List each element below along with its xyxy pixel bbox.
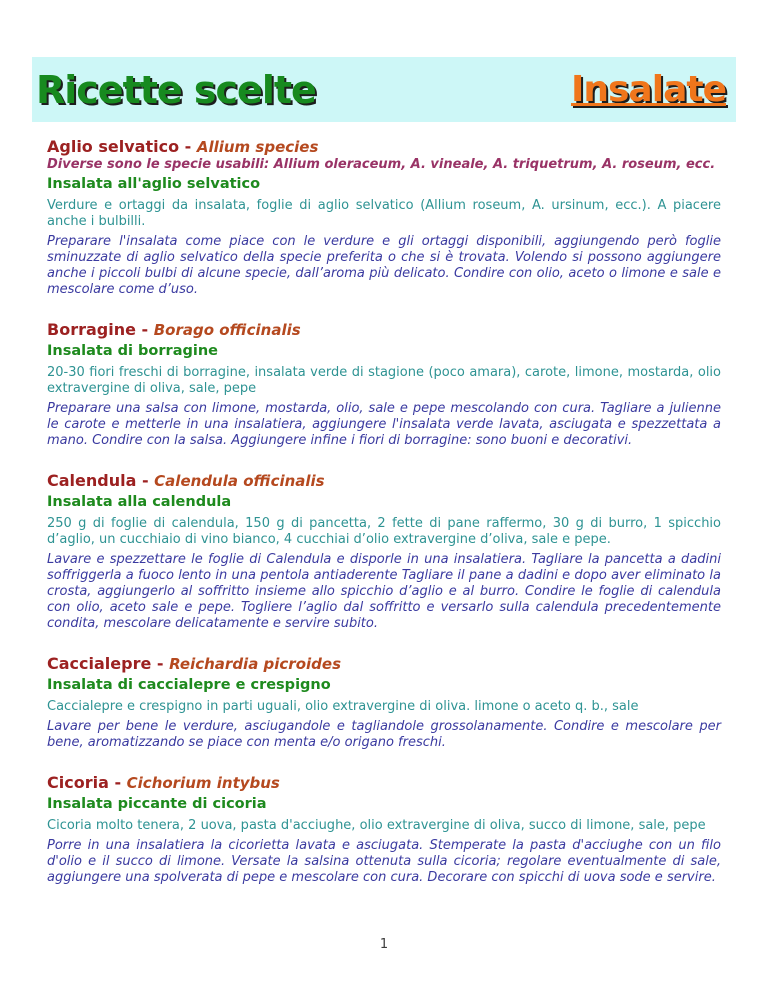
section-calendula [47, 472, 721, 632]
recipe-title: Insalata di caccialepre e crespigno [47, 677, 331, 693]
heading-separator: - [151, 654, 170, 673]
ingredients: Verdure e ortaggi da insalata, foglie di aglio selvatico (Allium roseum, A. ursinum, ecc.). A piacere anche i bulbilli. [47, 198, 721, 229]
ingredients: 250 g di foglie di calendula, 150 g di pancetta, 2 fette di pane raffermo, 30 g di burro, 1 spicchio d’aglio, un cucchiaio di vino bianco, 4 cucchiai d’olio extravergine d’oliva, sale e pepe. [47, 516, 721, 547]
section-heading [47, 774, 721, 792]
plant-name: Caccialepre [47, 654, 152, 673]
preparation: Lavare per bene le verdure, asciugandole e tagliandole grossolanamente. Condire e mescolare per bene, aromatizzando se piace con menta e/o origano freschi. [47, 719, 721, 750]
preparation: Preparare una salsa con limone, mostarda, olio, sale e pepe mescolando con cura. Tagliare a julienne le carote e metterle in una insalatiera, aggiungere l'insalata verde lavata, asciugata e spezzettata a mano. Condire con la salsa. Aggiungere infine i fiori di borragine: sono buoni e decorativi. [47, 401, 721, 448]
section-heading [47, 321, 721, 339]
preparation: Lavare e spezzettare le foglie di Calendula e disporle in una insalatiera. Tagliare la pancetta a dadini soffriggerla a fuoco lento in una pentola antiaderente Tagliare il pane a dadini e dopo aver eliminato la crosta, aggiungerlo al soffritto insieme allo spicchio d’aglio e al burro. Condire le foglie di calendula con olio, aceto sale e pepe. Togliere l’aglio dal soffritto e versarlo sulla calendula precedentemente condita, mescolare delicatamente e servire subito. [47, 552, 721, 631]
section-borragine [47, 321, 721, 449]
ingredients: Caccialepre e crespigno in parti uguali, olio extravergine di oliva. limone o aceto q. b., sale [47, 699, 639, 714]
section-cicoria [47, 774, 721, 886]
heading-separator: - [108, 773, 127, 792]
page-footer [0, 937, 768, 952]
heading-separator: - [135, 320, 154, 339]
plant-name: Borragine [47, 320, 136, 339]
recipe-title: Insalata all'aglio selvatico [47, 176, 261, 192]
section-heading [47, 138, 721, 156]
section-aglio-selvatico [47, 138, 721, 298]
preparation: Preparare l'insalata come piace con le verdure e gli ortaggi disponibili, aggiungendo però foglie sminuzzate di aglio selvatico della specie preferita o che si è trovata. Volendo si possono aggiungere anche i piccoli bulbi di alcune specie, dall’aroma più delicato. Condire con olio, aceto o limone e sale e mescolare come d’uso. [47, 234, 721, 297]
ingredients: Cicoria molto tenera, 2 uova, pasta d'acciughe, olio extravergine di oliva, succo di limone, sale, pepe [47, 818, 706, 833]
recipe-title: Insalata alla calendula [47, 494, 232, 510]
species-note: Diverse sono le specie usabili: Allium oleraceum, A. vineale, A. triquetrum, A. roseum, ecc. [47, 157, 716, 172]
plant-name: Calendula [47, 471, 137, 490]
latin-name: Reichardia picroides [169, 655, 341, 673]
category-link[interactable]: Insalate [570, 68, 726, 110]
latin-name: Allium species [196, 138, 319, 156]
latin-name: Borago officinalis [153, 321, 301, 339]
latin-name: Calendula officinalis [154, 472, 325, 490]
recipe-title: Insalata di borragine [47, 343, 218, 359]
section-caccialepre [47, 655, 721, 751]
preparation: Porre in una insalatiera la cicorietta lavata e asciugata. Stemperate la pasta d'acciughe con un filo d'olio e il succo di limone. Versate la salsina ottenuta sulla cicoria; regolare eventualmente di sale, aggiungere una spolverata di pepe e mescolare con cura. Decorare con spicchi di uova sode e servire. [47, 838, 721, 885]
heading-separator: - [179, 137, 197, 156]
ingredients: 20-30 fiori freschi di borragine, insalata verde di stagione (poco amara), carote, limone, mostarda, olio extravergine di oliva, sale, pepe [47, 365, 721, 396]
recipes-list [47, 138, 721, 886]
plant-name: Cicoria [47, 773, 109, 792]
plant-name: Aglio selvatico [47, 137, 180, 156]
recipe-title: Insalata piccante di cicoria [47, 796, 267, 812]
section-heading [47, 472, 721, 490]
page-title: Ricette scelte [36, 67, 316, 112]
page-number: 1 [379, 937, 389, 952]
page-header [32, 57, 736, 122]
section-heading [47, 655, 721, 673]
heading-separator: - [136, 471, 155, 490]
latin-name: Cichorium intybus [126, 774, 280, 792]
